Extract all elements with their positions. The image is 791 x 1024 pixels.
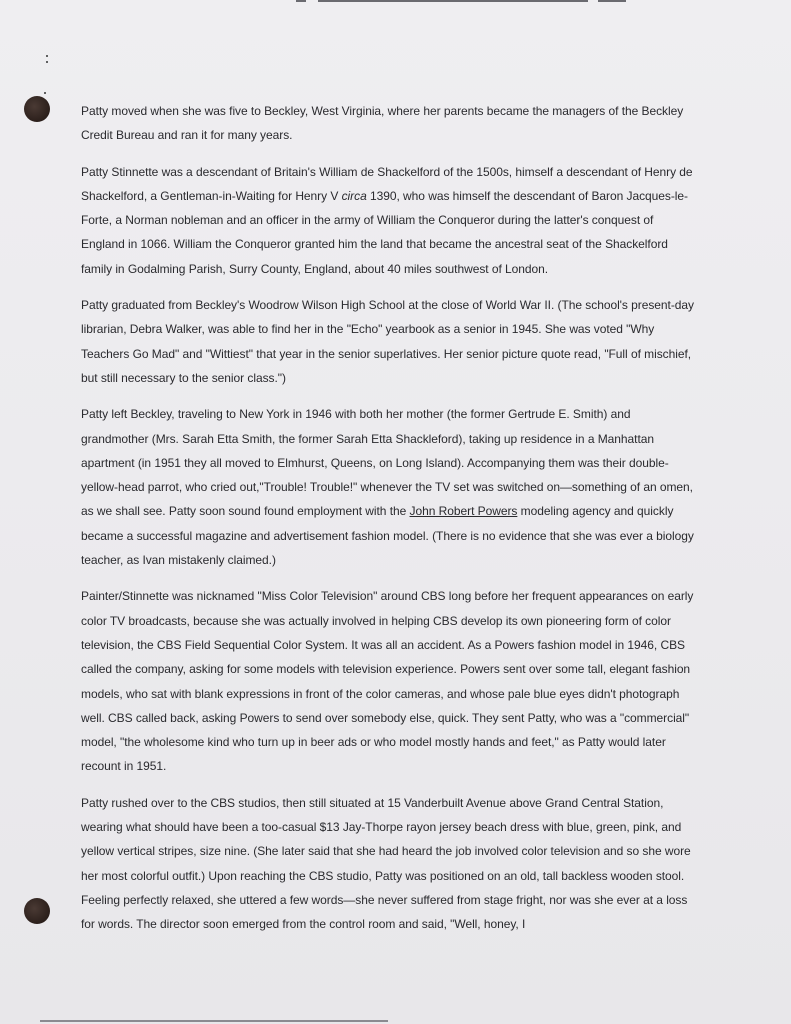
- paragraph-new-york: [81, 402, 696, 572]
- paragraph-cbs-studio: [81, 791, 696, 937]
- binder-hole: [24, 898, 50, 924]
- paragraph-high-school: [81, 293, 696, 390]
- paragraph-text: Patty rushed over to the CBS studios, then still situated at 15 Vanderbuilt Avenue above Grand Central Station, wearing what should have been a too-casual $13 Jay-Thorpe rayon jersey beach dress with blue, green, pink, and yellow vertical stripes, size nine. (She later said that she had heard the job involved color television and so she wore her most colorful outfit.) Upon reaching the CBS studio, Patty was positioned on an old, tall backless wooden stool. Feeling perfectly relaxed, she uttered a few words—she never suffered from stage fright, nor was she ever at a loss for words. The director soon emerged from the control room and said, "Well, honey, I: [81, 795, 691, 932]
- paragraph-ancestry: [81, 160, 696, 281]
- scan-speck: [44, 92, 46, 94]
- underlined-link-text[interactable]: John Robert Powers: [409, 504, 518, 519]
- top-rule-segment: [296, 0, 306, 2]
- scan-speck: [46, 61, 48, 63]
- paragraph-text: Patty Stinnette was a descendant of Britain's William de Shackelford of the 1500s, himself a descendant of Henry de Shackelford, a Gentleman-in-Waiting for Henry V: [81, 164, 693, 203]
- paragraph-text: 1390, who was himself the descendant of Baron Jacques-le-Forte, a Norman nobleman and an officer in the army of William the Conqueror during the latter's conquest of England in 1066. William the Conqueror granted him the land that became the ancestral seat of the Shackelford family in Godalming Parish, Surry County, England, about 40 miles southwest of London.: [81, 188, 688, 276]
- top-rule-segment: [598, 0, 626, 2]
- paragraph-text: modeling agency and quickly became a successful magazine and advertisement fashion model. (There is no evidence that she was ever a biology teacher, as Ivan mistakenly claimed.): [81, 504, 694, 568]
- paragraph-text: Painter/Stinnette was nicknamed "Miss Color Television" around CBS long before her frequent appearances on early color TV broadcasts, because she was actually involved in helping CBS develop its own pioneering form of color television, the CBS Field Sequential Color System. It was all an accident. As a Powers fashion model in 1946, CBS called the company, asking for some models with television experience. Powers sent over some tall, elegant fashion models, who sat with blank expressions in front of the color cameras, and whose pale blue eyes didn't photograph well. CBS called back, asking Powers to send over somebody else, quick. They sent Patty, who was a "commercial" model, "the wholesome kind who turn up in beer ads or who model mostly hands and feet," as Patty would later recount in 1951.: [81, 589, 694, 774]
- paragraph-color-television: [81, 584, 696, 778]
- bottom-rule: [40, 1020, 388, 1022]
- binder-hole: [24, 96, 50, 122]
- top-rule-segment: [318, 0, 588, 2]
- paragraph-text: Patty left Beckley, traveling to New York in 1946 with both her mother (the former Gertrude E. Smith) and grandmother (Mrs. Sarah Etta Smith, the former Sarah Etta Shackleford), taking up residence in a Manhattan apartment (in 1951 they all moved to Elmhurst, Queens, on Long Island). Accompanying them was their double-yellow-head parrot, who cried out,"Trouble! Trouble!" whenever the TV set was switched on—something of an omen, as we shall see. Patty soon sound found employment with the: [81, 407, 693, 519]
- document-body: [81, 99, 696, 949]
- italic-text: circa: [341, 188, 367, 203]
- paragraph-move-to-beckley: [81, 99, 696, 148]
- scan-speck: [46, 55, 48, 57]
- paragraph-text: Patty graduated from Beckley's Woodrow Wilson High School at the close of World War II. (The school's present-day librarian, Debra Walker, was able to find her in the "Echo" yearbook as a senior in 1945. She was voted "Why Teachers Go Mad" and "Wittiest" that year in the senior superlatives. Her senior picture quote read, "Full of mischief, but still necessary to the senior class."): [81, 298, 694, 385]
- paragraph-text: Patty moved when she was five to Beckley, West Virginia, where her parents became the managers of the Beckley Credit Bureau and ran it for many years.: [81, 104, 684, 143]
